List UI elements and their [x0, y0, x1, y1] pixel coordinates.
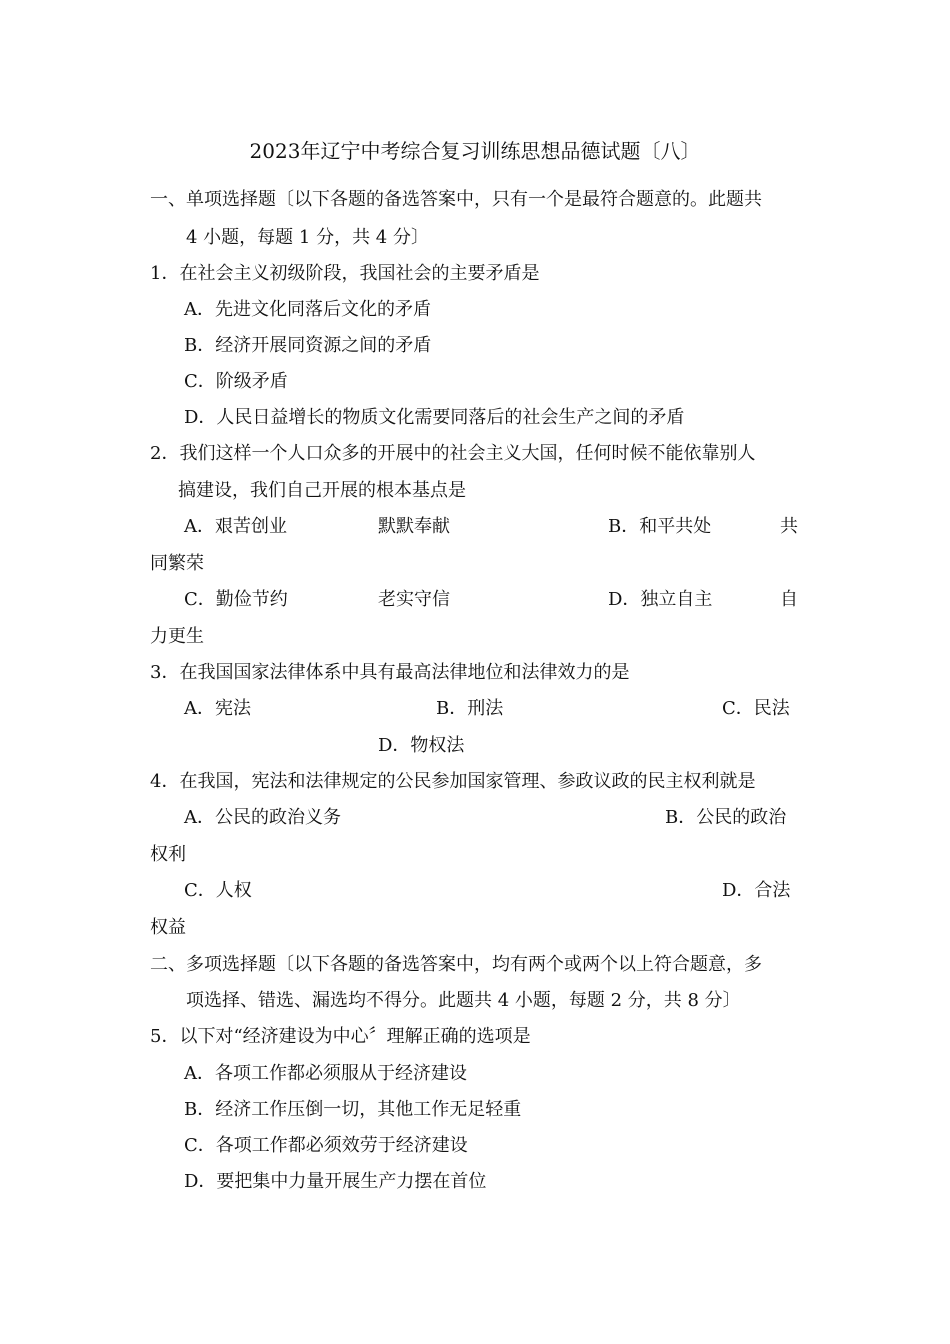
q3-stem: 3．在我国国家法律体系中具有最高法律地位和法律效力的是	[150, 662, 630, 683]
q2-option-d-wrap: 力更生	[150, 626, 204, 647]
section2-header-line1: 二、多项选择题〔以下各题的备选答案中，均有两个或两个以上符合题意，多	[150, 954, 762, 975]
q2-option-b-wrap: 同繁荣	[150, 553, 204, 574]
q1-stem: 1．在社会主义初级阶段，我国社会的主要矛盾是	[150, 263, 540, 284]
section1-header-line2: 4 小题，每题 1 分，共 4 分〕	[186, 227, 429, 248]
q2-option-d-cont: 自	[780, 589, 798, 610]
q4-stem: 4．在我国，宪法和法律规定的公民参加国家管理、参政议政的民主权利就是	[150, 771, 756, 792]
section1-header-line1: 一、单项选择题〔以下各题的备选答案中，只有一个是最符合题意的。此题共	[150, 189, 762, 210]
q4-option-a: A．公民的政治义务	[184, 807, 341, 828]
q2-stem-line1: 2．我们这样一个人口众多的开展中的社会主义大国，任何时候不能依靠别人	[150, 443, 756, 464]
q5-option-b: B．经济工作压倒一切，其他工作无足轻重	[184, 1099, 522, 1120]
q5-option-a: A．各项工作都必须服从于经济建设	[184, 1063, 467, 1084]
q5-option-d: D．要把集中力量开展生产力摆在首位	[184, 1171, 487, 1192]
q2-option-b-cont: 共	[780, 516, 798, 537]
q2-stem-line2: 搞建设，我们自己开展的根本基点是	[178, 480, 466, 501]
q4-option-b: B．公民的政治	[665, 807, 787, 828]
q1-option-c: C．阶级矛盾	[184, 371, 288, 392]
q3-option-c: C．民法	[722, 698, 790, 719]
q5-stem: 5．以下对“经济建设为中心〞理解正确的选项是	[150, 1026, 531, 1047]
q1-option-a: A．先进文化同落后文化的矛盾	[184, 299, 431, 320]
q2-option-c: C．勤俭节约	[184, 589, 288, 610]
q4-option-b-wrap: 权利	[150, 844, 186, 865]
q3-option-b: B．刑法	[436, 698, 504, 719]
q1-option-b: B．经济开展同资源之间的矛盾	[184, 335, 432, 356]
q3-option-d: D．物权法	[378, 735, 465, 756]
q4-option-d: D．合法	[722, 880, 791, 901]
q2-option-d: D．独立自主	[608, 589, 713, 610]
page-title: 2023年辽宁中考综合复习训练思想品德试题〔八〕	[249, 139, 701, 163]
q3-option-a: A．宪法	[184, 698, 251, 719]
q1-option-d: D．人民日益增长的物质文化需要同落后的社会生产之间的矛盾	[184, 407, 685, 428]
q5-option-c: C．各项工作都必须效劳于经济建设	[184, 1135, 468, 1156]
q4-option-d-wrap: 权益	[150, 917, 186, 938]
q4-option-c: C．人权	[184, 880, 252, 901]
section2-header-line2: 项选择、错选、漏选均不得分。此题共 4 小题，每题 2 分，共 8 分〕	[186, 990, 741, 1011]
q2-option-a-cont: 默默奉献	[378, 516, 450, 537]
q2-option-a: A．艰苦创业	[184, 516, 287, 537]
q2-option-c-cont: 老实守信	[378, 589, 450, 610]
q2-option-b: B．和平共处	[608, 516, 712, 537]
